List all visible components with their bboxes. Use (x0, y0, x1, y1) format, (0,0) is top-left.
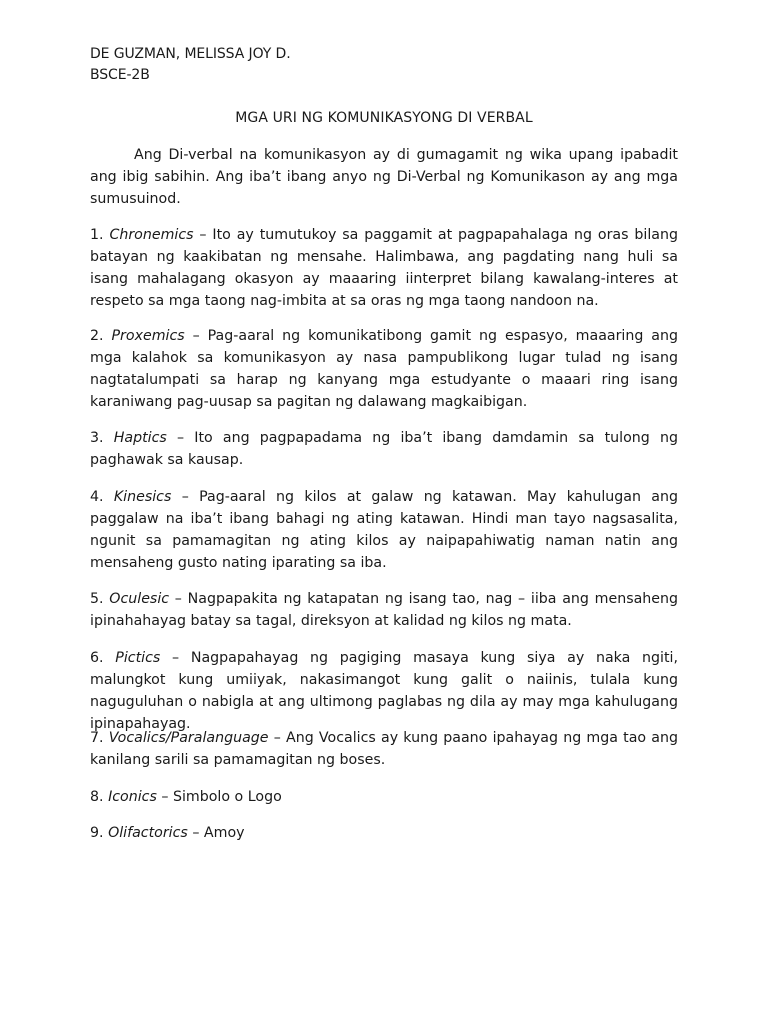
item-description: – Ito ay tumutukoy sa paggamit at pagpapahalaga ng oras bilang batayan ng kaakibatan ng mensahe. Halimbawa, ang pagdating nang huli sa isang mahalagang okasyon ay maaaring iinterpret bilang kawalang-interes at respeto sa mga taong nag-imbita at sa oras ng mga taong nandoon na. (90, 227, 678, 309)
list-item (90, 224, 678, 312)
list-item (90, 486, 678, 574)
item-description: – Nagpapakita ng katapatan ng isang tao, nag – iiba ang mensaheng ipinahahayag batay sa tagal, direksyon at kalidad ng kilos ng mata. (90, 591, 678, 629)
item-description: – Nagpapahayag ng pagiging masaya kung siya ay naka ngiti, malungkot kung umiiyak, nakasimangot kung galit o naiinis, tulala kung naguguluhan o nabigla at ang ultimong paglabas ng dila ay may mga kahulugang ipinapahayag. (90, 650, 678, 732)
item-description: – Pag-aaral ng komunikatibong gamit ng espasyo, maaaring ang mga kalahok sa komunikasyon ay nasa pampublikong lugar tulad ng isang nagtatalumpati sa harap ng kanyang mga estudyante o maaari ring isang karaniwang pag-uusap sa pagitan ng dalawang magkaibigan. (90, 328, 678, 410)
item-term: Kinesics (113, 489, 172, 505)
item-term: Vocalics/Paralanguage (108, 730, 269, 746)
item-term: Proxemics (111, 328, 185, 344)
item-term: Olifactorics (108, 825, 188, 841)
item-number: 5. (90, 591, 104, 607)
header (90, 44, 291, 86)
intro-paragraph: Ang Di-verbal na komunikasyon ay di gumagamit ng wika upang ipabadit ang ibig sabihin. Ang iba’t ibang anyo ng Di-Verbal ng Komunikason ay ang mga sumusuinod. (90, 147, 678, 207)
item-term: Chronemics (109, 227, 194, 243)
item-description: – Simbolo o Logo (156, 789, 282, 805)
class-section: BSCE-2B (90, 67, 150, 83)
item-term: Pictics (115, 650, 161, 666)
item-number: 7. (90, 730, 104, 746)
item-description: – Ang Vocalics ay kung paano ipahayag ng mga tao ang kanilang sarili sa pamamagitan ng boses. (90, 730, 678, 768)
item-number: 2. (90, 328, 104, 344)
list-item (90, 647, 678, 735)
document-title: MGA URI NG KOMUNIKASYONG DI VERBAL (235, 110, 533, 126)
list-item (90, 325, 678, 413)
item-term: Haptics (113, 430, 167, 446)
item-term: Iconics (108, 789, 157, 805)
item-number: 6. (90, 650, 104, 666)
list-item (90, 822, 678, 844)
item-description: – Pag-aaral ng kilos at galaw ng katawan. May kahulugan ang paggalaw na iba’t ibang bahagi ng ating katawan. Hindi man tayo nagsasalita, ngunit sa pamamagitan ng ating kilos ay naipapahiwatig naman natin ang mensaheng gusto nating iparating sa iba. (90, 489, 678, 571)
item-description: – Amoy (187, 825, 245, 841)
list-item (90, 786, 678, 808)
list-item (90, 427, 678, 471)
item-number: 8. (90, 789, 104, 805)
list-item (90, 588, 678, 632)
item-term: Oculesic (109, 591, 170, 607)
item-description: – Ito ang pagpapadama ng iba’t ibang damdamin sa tulong ng paghawak sa kausap. (90, 430, 678, 468)
item-number: 4. (90, 489, 104, 505)
item-number: 3. (90, 430, 104, 446)
item-number: 1. (90, 227, 104, 243)
author-name: DE GUZMAN, MELISSA JOY D. (90, 46, 291, 62)
item-number: 9. (90, 825, 104, 841)
list-item (90, 727, 678, 771)
